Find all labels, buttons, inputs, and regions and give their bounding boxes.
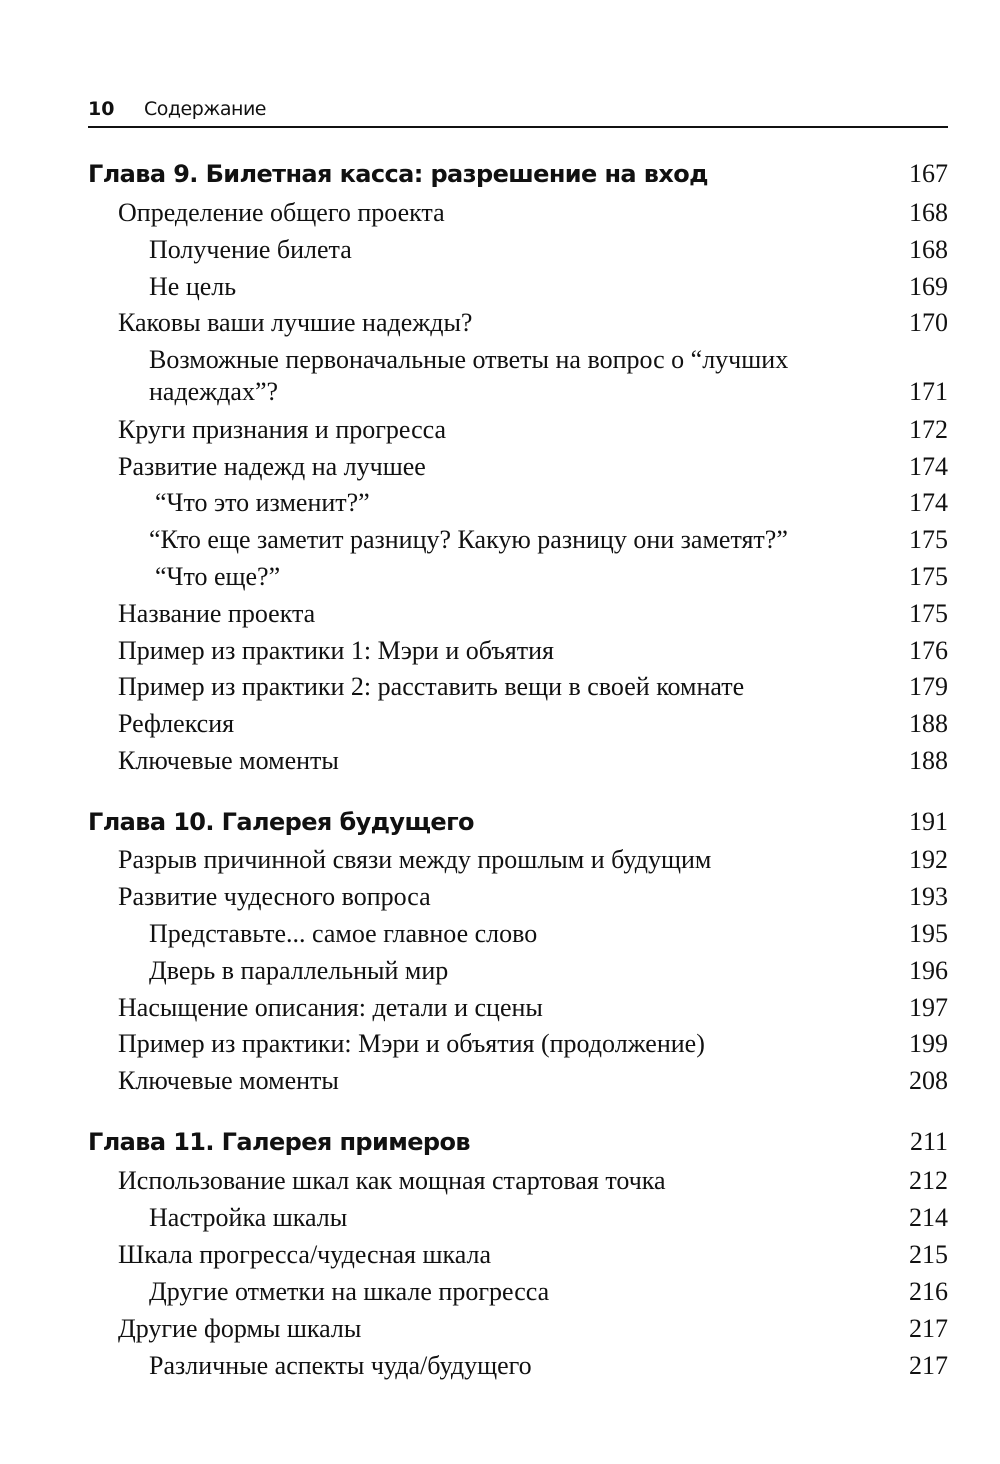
entry-title: Развитие чудесного вопроса	[118, 882, 431, 911]
entry-title: Развитие надежд на лучшее	[118, 452, 426, 481]
entry-page: 175	[909, 599, 948, 628]
entry-title: Возможные первоначальные ответы на вопрос о “лучших	[149, 345, 789, 374]
entry-page: 196	[909, 956, 948, 985]
entry-title: Дверь в параллельный мир	[149, 956, 449, 985]
entry-page: 171	[909, 377, 948, 406]
entry-title: Настройка шкалы	[149, 1203, 348, 1232]
entry-title: Круги признания и прогресса	[118, 415, 447, 444]
entry-page: 168	[909, 235, 948, 264]
chapter-title: Глава 10. Галерея будущего	[88, 808, 474, 836]
entry-title: Различные аспекты чуда/будущего	[149, 1351, 532, 1380]
entry-page: 214	[909, 1203, 948, 1232]
entry-page: 216	[909, 1277, 948, 1306]
entry-page: 175	[909, 562, 948, 591]
entry-page: 217	[909, 1351, 948, 1380]
entry-title: Название проекта	[118, 599, 316, 628]
chapter-page: 191	[909, 807, 948, 836]
entry-title: Рефлексия	[118, 709, 235, 738]
entry-page: 195	[909, 919, 948, 948]
entry-title: Каковы ваши лучшие надежды?	[118, 308, 473, 337]
entry-title: Пример из практики 1: Мэри и объятия	[118, 636, 554, 665]
entry-title: Использование шкал как мощная стартовая точка	[118, 1166, 666, 1195]
entry-page: 217	[909, 1314, 948, 1343]
running-header-title: Содержание	[144, 98, 266, 120]
entry-title-continuation: надеждах”?	[149, 377, 279, 406]
entry-title: Определение общего проекта	[118, 198, 445, 227]
entry-title: Разрыв причинной связи между прошлым и будущим	[118, 845, 712, 874]
entry-title: Пример из практики 2: расставить вещи в своей комнате	[118, 672, 745, 701]
entry-page: 175	[909, 525, 948, 554]
entry-title: Представьте... самое главное слово	[149, 919, 538, 948]
entry-title: Другие отметки на шкале прогресса	[149, 1277, 550, 1306]
chapter-page: 167	[909, 159, 948, 188]
entry-page: 197	[909, 993, 948, 1022]
entry-page: 179	[909, 672, 948, 701]
entry-title: Ключевые моменты	[118, 1066, 339, 1095]
running-header	[88, 96, 948, 128]
chapter-title: Глава 9. Билетная касса: разрешение на вход	[88, 160, 708, 188]
page-number: 10	[88, 98, 115, 120]
entry-page: 188	[909, 746, 948, 775]
entry-page: 176	[909, 636, 948, 665]
entry-page: 188	[909, 709, 948, 738]
chapter-page: 211	[909, 1127, 948, 1156]
entry-page: 174	[909, 488, 948, 517]
entry-title: Получение билета	[149, 235, 352, 264]
entry-title: Шкала прогресса/чудесная шкала	[118, 1240, 492, 1269]
entry-page: 169	[909, 272, 948, 301]
entry-title: Пример из практики: Мэри и объятия (продолжение)	[118, 1029, 705, 1058]
entry-title: “Что это изменит?”	[155, 488, 370, 517]
entry-page: 168	[909, 198, 948, 227]
entry-title: “Кто еще заметит разницу? Какую разницу они заметят?”	[149, 525, 788, 554]
entry-page: 199	[909, 1029, 948, 1058]
entry-page: 172	[909, 415, 948, 444]
entry-page: 212	[909, 1166, 948, 1195]
entry-title: Не цель	[149, 272, 237, 301]
entry-page: 174	[909, 452, 948, 481]
entry-title: Другие формы шкалы	[118, 1314, 362, 1343]
entry-page: 170	[909, 308, 948, 337]
entry-page: 215	[909, 1240, 948, 1269]
entry-page: 208	[909, 1066, 948, 1095]
entry-title: Ключевые моменты	[118, 746, 339, 775]
entry-title: Насыщение описания: детали и сцены	[118, 993, 543, 1022]
entry-page: 192	[909, 845, 948, 874]
entry-page: 193	[909, 882, 948, 911]
entry-title: “Что еще?”	[155, 562, 281, 591]
chapter-title: Глава 11. Галерея примеров	[88, 1128, 470, 1156]
